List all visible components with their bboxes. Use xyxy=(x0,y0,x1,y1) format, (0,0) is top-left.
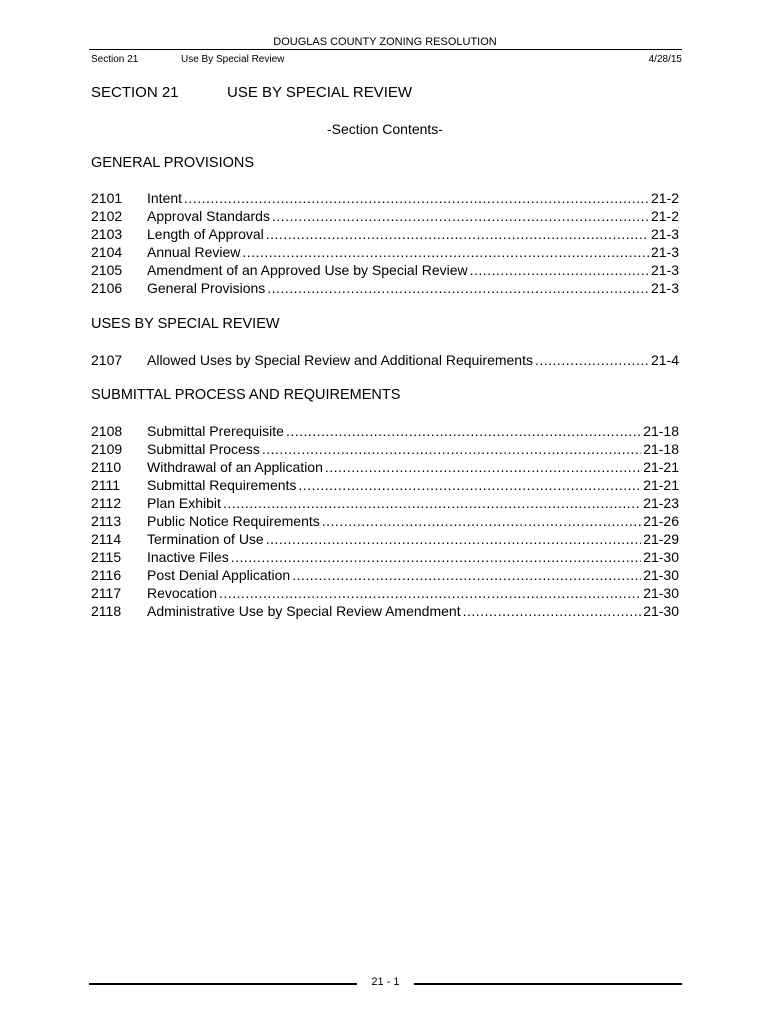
toc-title: Revocation xyxy=(147,585,218,601)
toc-title: Withdrawal of an Application xyxy=(147,459,323,475)
toc-page: 21-30 xyxy=(643,567,679,583)
header-date: 4/28/15 xyxy=(648,54,682,65)
toc-row[interactable] xyxy=(91,495,679,513)
toc-row[interactable] xyxy=(91,352,679,370)
toc-row[interactable] xyxy=(91,262,679,280)
header-section-name: Use By Special Review xyxy=(181,54,285,65)
toc-number: 2107 xyxy=(91,352,123,368)
toc-leader-dots xyxy=(463,603,642,619)
toc-page: 21-2 xyxy=(650,190,679,206)
toc-number: 2101 xyxy=(91,190,123,206)
toc-leader-dots xyxy=(266,531,641,547)
toc-leader-dots xyxy=(272,208,649,224)
section-contents-label: -Section Contents- xyxy=(327,121,443,137)
page-header-row xyxy=(89,49,682,70)
footer-page-number: 21 - 1 xyxy=(371,976,400,988)
toc-leader-dots xyxy=(223,495,641,511)
toc-leader-dots xyxy=(242,244,649,260)
toc-page: 21-2 xyxy=(650,208,679,224)
toc-title: Administrative Use by Special Review Amendment xyxy=(147,603,461,619)
toc-page: 21-26 xyxy=(643,513,679,529)
group-heading-submittal-process: SUBMITTAL PROCESS AND REQUIREMENTS xyxy=(91,387,401,403)
toc-row[interactable] xyxy=(91,585,679,603)
toc-submittal-process xyxy=(91,423,679,621)
toc-number: 2102 xyxy=(91,208,123,224)
toc-number: 2109 xyxy=(91,441,123,457)
toc-number: 2112 xyxy=(91,495,122,511)
toc-row[interactable] xyxy=(91,603,679,621)
toc-page: 21-3 xyxy=(650,280,679,296)
toc-page: 21-3 xyxy=(650,262,679,278)
toc-leader-dots xyxy=(292,567,641,583)
toc-leader-dots xyxy=(267,280,649,296)
toc-leader-dots xyxy=(231,549,641,565)
toc-leader-dots xyxy=(325,459,641,475)
toc-page: 21-21 xyxy=(643,459,679,475)
toc-title: Allowed Uses by Special Review and Additional Requirements xyxy=(147,352,533,368)
toc-number: 2117 xyxy=(91,585,122,601)
toc-page: 21-23 xyxy=(643,495,679,511)
toc-title: Plan Exhibit xyxy=(147,495,221,511)
toc-title: Submittal Requirements xyxy=(147,477,297,493)
toc-leader-dots xyxy=(184,190,649,206)
toc-title: Inactive Files xyxy=(147,549,229,565)
toc-title: Termination of Use xyxy=(147,531,264,547)
page-header-title: DOUGLAS COUNTY ZONING RESOLUTION xyxy=(273,36,497,48)
toc-leader-dots xyxy=(470,262,649,278)
toc-title: General Provisions xyxy=(147,280,266,296)
toc-row[interactable] xyxy=(91,190,679,208)
toc-number: 2104 xyxy=(91,244,123,260)
toc-row[interactable] xyxy=(91,423,679,441)
toc-number: 2110 xyxy=(91,459,122,475)
header-section: Section 21 xyxy=(91,54,139,65)
page-footer xyxy=(89,974,682,994)
toc-row[interactable] xyxy=(91,459,679,477)
toc-leader-dots xyxy=(286,423,641,439)
toc-uses-by-special-review xyxy=(91,352,679,370)
toc-page: 21-29 xyxy=(643,531,679,547)
toc-row[interactable] xyxy=(91,531,679,549)
toc-title: Submittal Prerequisite xyxy=(147,423,284,439)
toc-title: Length of Approval xyxy=(147,226,264,242)
toc-number: 2103 xyxy=(91,226,123,242)
toc-title: Approval Standards xyxy=(147,208,270,224)
toc-number: 2106 xyxy=(91,280,123,296)
toc-page: 21-3 xyxy=(650,226,679,242)
toc-page: 21-30 xyxy=(643,603,679,619)
toc-number: 2114 xyxy=(91,531,122,547)
toc-row[interactable] xyxy=(91,208,679,226)
toc-title: Amendment of an Approved Use by Special Review xyxy=(147,262,468,278)
toc-page: 21-30 xyxy=(643,585,679,601)
toc-row[interactable] xyxy=(91,441,679,459)
toc-page: 21-30 xyxy=(643,549,679,565)
toc-page: 21-18 xyxy=(643,423,679,439)
toc-leader-dots xyxy=(262,441,641,457)
toc-title: Post Denial Application xyxy=(147,567,291,583)
toc-page: 21-4 xyxy=(650,352,679,368)
toc-number: 2116 xyxy=(91,567,122,583)
toc-number: 2111 xyxy=(91,477,121,493)
footer-rule-right xyxy=(414,983,682,985)
group-heading-general-provisions: GENERAL PROVISIONS xyxy=(91,155,255,171)
toc-number: 2113 xyxy=(91,513,122,529)
toc-leader-dots xyxy=(535,352,649,368)
toc-row[interactable] xyxy=(91,549,679,567)
section-title-text: USE BY SPECIAL REVIEW xyxy=(227,84,413,101)
toc-number: 2118 xyxy=(91,603,122,619)
section-title-label: SECTION 21 xyxy=(91,84,179,101)
toc-page: 21-21 xyxy=(643,477,679,493)
toc-page: 21-3 xyxy=(650,244,679,260)
toc-number: 2108 xyxy=(91,423,123,439)
toc-leader-dots xyxy=(298,477,641,493)
toc-row[interactable] xyxy=(91,477,679,495)
toc-leader-dots xyxy=(322,513,641,529)
toc-leader-dots xyxy=(219,585,641,601)
toc-general-provisions xyxy=(91,190,679,298)
toc-number: 2115 xyxy=(91,549,122,565)
toc-number: 2105 xyxy=(91,262,123,278)
toc-title: Annual Review xyxy=(147,244,241,260)
toc-row[interactable] xyxy=(91,567,679,585)
toc-title: Submittal Process xyxy=(147,441,260,457)
toc-leader-dots xyxy=(266,226,649,242)
toc-title: Public Notice Requirements xyxy=(147,513,320,529)
toc-row[interactable] xyxy=(91,244,679,262)
group-heading-uses-by-special-review: USES BY SPECIAL REVIEW xyxy=(91,316,280,332)
toc-row[interactable] xyxy=(91,513,679,531)
toc-title: Intent xyxy=(147,190,183,206)
toc-page: 21-18 xyxy=(643,441,679,457)
toc-row[interactable] xyxy=(91,226,679,244)
toc-row[interactable] xyxy=(91,280,679,298)
